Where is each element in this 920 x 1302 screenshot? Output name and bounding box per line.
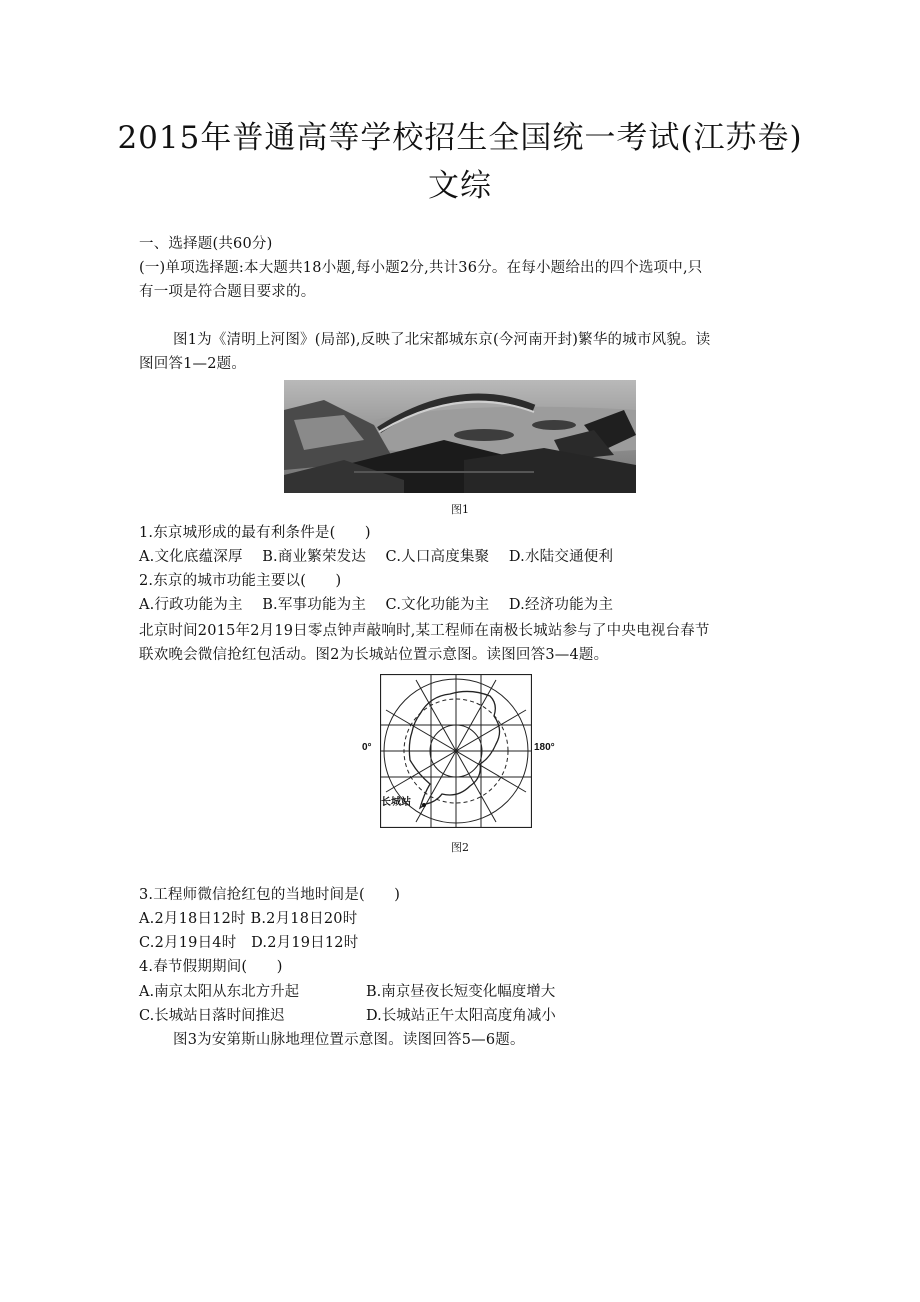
section-heading: 一、选择题(共60分) bbox=[139, 236, 273, 252]
intro1-line2: 图回答1—2题。 bbox=[139, 356, 247, 372]
question4-option-b: B.南京昼夜长短变化幅度增大 bbox=[366, 984, 556, 1000]
intro2-line1: 北京时间2015年2月19日零点钟声敲响时,某工程师在南极长城站参与了中央电视台春节 bbox=[139, 623, 710, 639]
question1-stem: 1.东京城形成的最有利条件是( ) bbox=[139, 525, 371, 541]
figure2-caption: 图2 bbox=[451, 841, 469, 854]
question1-options: A.文化底蕴深厚 B.商业繁荣发达 C.人口高度集聚 D.水陆交通便利 bbox=[139, 549, 614, 565]
map-label-0-degree: 0° bbox=[362, 742, 372, 753]
section-instruction-1: (一)单项选择题:本大题共18小题,每小题2分,共计36分。在每小题给出的四个选项中,只 bbox=[139, 260, 703, 276]
question3-options-1: A.2月18日12时 B.2月18日20时 bbox=[139, 911, 358, 927]
question3-options-2: C.2月19日4时 D.2月19日12时 bbox=[139, 935, 359, 951]
intro3-line1: 图3为安第斯山脉地理位置示意图。读图回答5—6题。 bbox=[173, 1032, 525, 1048]
intro1-line1: 图1为《清明上河图》(局部),反映了北宋都城东京(今河南开封)繁华的城市风貌。读 bbox=[173, 332, 711, 348]
question4-option-c: C.长城站日落时间推迟 bbox=[139, 1008, 285, 1024]
intro2-line2: 联欢晚会微信抢红包活动。图2为长城站位置示意图。读图回答3—4题。 bbox=[139, 647, 609, 663]
question4-stem: 4.春节假期期间( ) bbox=[139, 959, 283, 975]
map-label-180-degree: 180° bbox=[534, 742, 555, 753]
question2-stem: 2.东京的城市功能主要以( ) bbox=[139, 573, 342, 589]
map-label-great-wall-station: 长城站 bbox=[381, 797, 411, 808]
question2-options: A.行政功能为主 B.军事功能为主 C.文化功能为主 D.经济功能为主 bbox=[139, 597, 614, 613]
question3-stem: 3.工程师微信抢红包的当地时间是( ) bbox=[139, 887, 401, 903]
question4-option-a: A.南京太阳从东北方升起 bbox=[139, 984, 300, 1000]
figure1-painting-image bbox=[284, 380, 636, 493]
exam-title: 2015年普通高等学校招生全国统一考试(江苏卷) bbox=[117, 120, 803, 156]
figure1-caption: 图1 bbox=[451, 503, 469, 516]
section-instruction-2: 有一项是符合题目要求的。 bbox=[139, 284, 316, 300]
exam-subject: 文综 bbox=[428, 168, 492, 204]
question4-option-d: D.长城站正午太阳高度角减小 bbox=[366, 1008, 556, 1024]
